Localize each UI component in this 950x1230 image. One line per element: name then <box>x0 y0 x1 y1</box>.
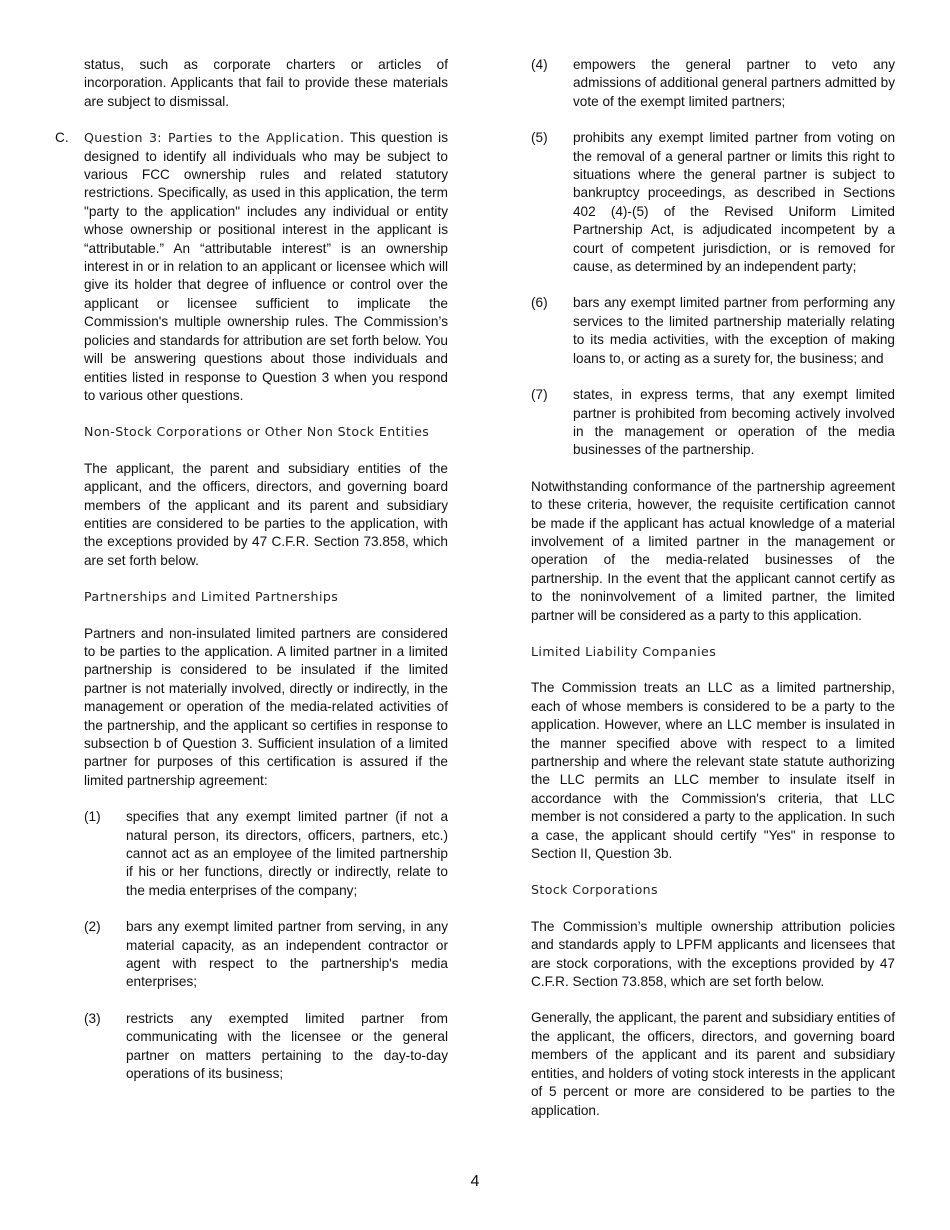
left-column <box>55 56 448 1084</box>
list-item <box>84 808 448 900</box>
item-text: empowers the general partner to veto any admissions of additional general partners admitted by vote of the exempt limited partners; <box>573 57 895 109</box>
list-item <box>84 918 448 992</box>
item-number: (5) <box>531 130 548 146</box>
partnerships-paragraph: Partners and non-insulated limited partners are considered to be parties to the application. A limited partner in a limited partnership is considered to be insulated if the limited partner is not materially involved, directly or indirectly, in the management or operation of the media-related activities of the partnership, and the applicant so certifies in response to subsection b of Question 3. Sufficient insulation of a limited partner for purposes of this certification is assured if the limited partnership agreement: <box>84 625 448 788</box>
item-text: bars any exempt limited partner from serving, in any material capacity, as an independent contractor or agent with respect to the partnership's media enterprises; <box>126 919 448 990</box>
item-number: (3) <box>84 1010 101 1026</box>
right-column <box>531 56 895 1120</box>
list-item <box>531 294 895 368</box>
item-text: specifies that any exempt limited partner (if not a natural person, its directors, officers, partners, etc.) cannot act as an employee of the limited partnership if his or her functions, directly or indirectly, relate to the media enterprises of the company; <box>126 809 448 898</box>
list-item <box>84 1010 448 1084</box>
item-number: (1) <box>84 809 101 825</box>
intro-paragraph: status, such as corporate charters or articles of incorporation. Applicants that fail to provide these materials are subject to dismissal. <box>84 57 448 109</box>
section-c <box>55 129 448 405</box>
item-number: (6) <box>531 295 548 311</box>
llc-paragraph: The Commission treats an LLC as a limited partnership, each of whose members is considered to be a party to the application. However, where an LLC member is insulated in the manner specified above with respect to a limited partnership and where the relevant state statute authorizing the LLC permits an LLC member to insulate itself in accordance with the Commission's criteria, that LLC member is not considered a party to the application. In such a case, the applicant should certify "Yes" in response to Section II, Question 3b. <box>531 680 895 862</box>
question-3-body: This question is designed to identify all individuals who may be subject to various FCC ownership rules and related statutory restrictions. Specifically, as used in this application, the term "party to the application" includes any individual or entity whose ownership or positional interest in the applicant is “attributable.” An “attributable interest” is an ownership interest in or in relation to an applicant or licensee which will give its holder that degree of influence or control over the applicant or licensee sufficient to implicate the Commission's multiple ownership rules. The Commission’s policies and standards for attribution are set forth below. You will be answering questions about those individuals and entities listed in response to Question 3 when you respond to various other questions. <box>84 130 448 403</box>
item-text: restricts any exempted limited partner from communicating with the licensee or the general partner on matters pertaining to the day-to-day operations of its business; <box>126 1010 448 1082</box>
non-stock-heading: Non-Stock Corporations or Other Non Stock Entities <box>84 424 430 440</box>
list-item <box>531 129 895 276</box>
partnerships-heading: Partnerships and Limited Partnerships <box>84 589 339 605</box>
item-number: (7) <box>531 387 548 403</box>
item-text: bars any exempt limited partner from performing any services to the limited partnership materially relating to its media activities, with the exception of making loans to, or acting as a surety for, the business; and <box>573 295 895 366</box>
stock-paragraph-1: The Commission’s multiple ownership attribution policies and standards apply to LPFM applicants and licensees that are stock corporations, with the exceptions provided by 47 C.F.R. Section 73.858, which are set forth below. <box>531 918 895 990</box>
list-item <box>531 56 895 111</box>
item-number: (4) <box>531 57 548 72</box>
item-text: states, in express terms, that any exempt limited partner is prohibited from becoming actively involved in the management or operation of the media businesses of the partnership. <box>573 387 895 458</box>
list-item <box>531 386 895 460</box>
page-number: 4 <box>470 1173 480 1190</box>
stock-heading: Stock Corporations <box>531 882 659 898</box>
non-stock-paragraph: The applicant, the parent and subsidiary entities of the applicant, and the officers, directors, and governing board members of the applicant and its parent and subsidiary entities are considered to be parties to the application, with the exceptions provided by 47 C.F.R. Section 73.858, which are set forth below. <box>84 460 448 568</box>
section-letter: C. <box>55 130 69 146</box>
item-text: prohibits any exempt limited partner from voting on the removal of a general partner or limits this right to situations where the general partner is subject to bankruptcy proceedings, as described in Sections 402 (4)-(5) of the Revised Uniform Limited Partnership Act, is adjudicated incompetent by a court of competent jurisdiction, or is removed for cause, as determined by an independent party; <box>573 130 895 275</box>
item-number: (2) <box>84 919 101 935</box>
stock-paragraph-2: Generally, the applicant, the parent and subsidiary entities of the applicant, the officers, directors, and governing board members of the applicant and its parent and subsidiary entities, and holders of voting stock interests in the applicant of 5 percent or more are considered to be parties to the application. <box>531 1010 895 1118</box>
llc-heading: Limited Liability Companies <box>531 643 717 659</box>
question-3-title: Question 3: Parties to the Application. <box>84 130 345 146</box>
notwithstanding-paragraph: Notwithstanding conformance of the partnership agreement to these criteria, however, the requisite certification cannot be made if the applicant has actual knowledge of a material involvement of a limited partner in the management or operation of the media-related businesses of the partnership. In the event that the applicant cannot certify as to the noninvolvement of a limited partner, the limited partner will be considered as a party to this application. <box>531 478 895 623</box>
section-c-paragraph <box>84 129 448 405</box>
